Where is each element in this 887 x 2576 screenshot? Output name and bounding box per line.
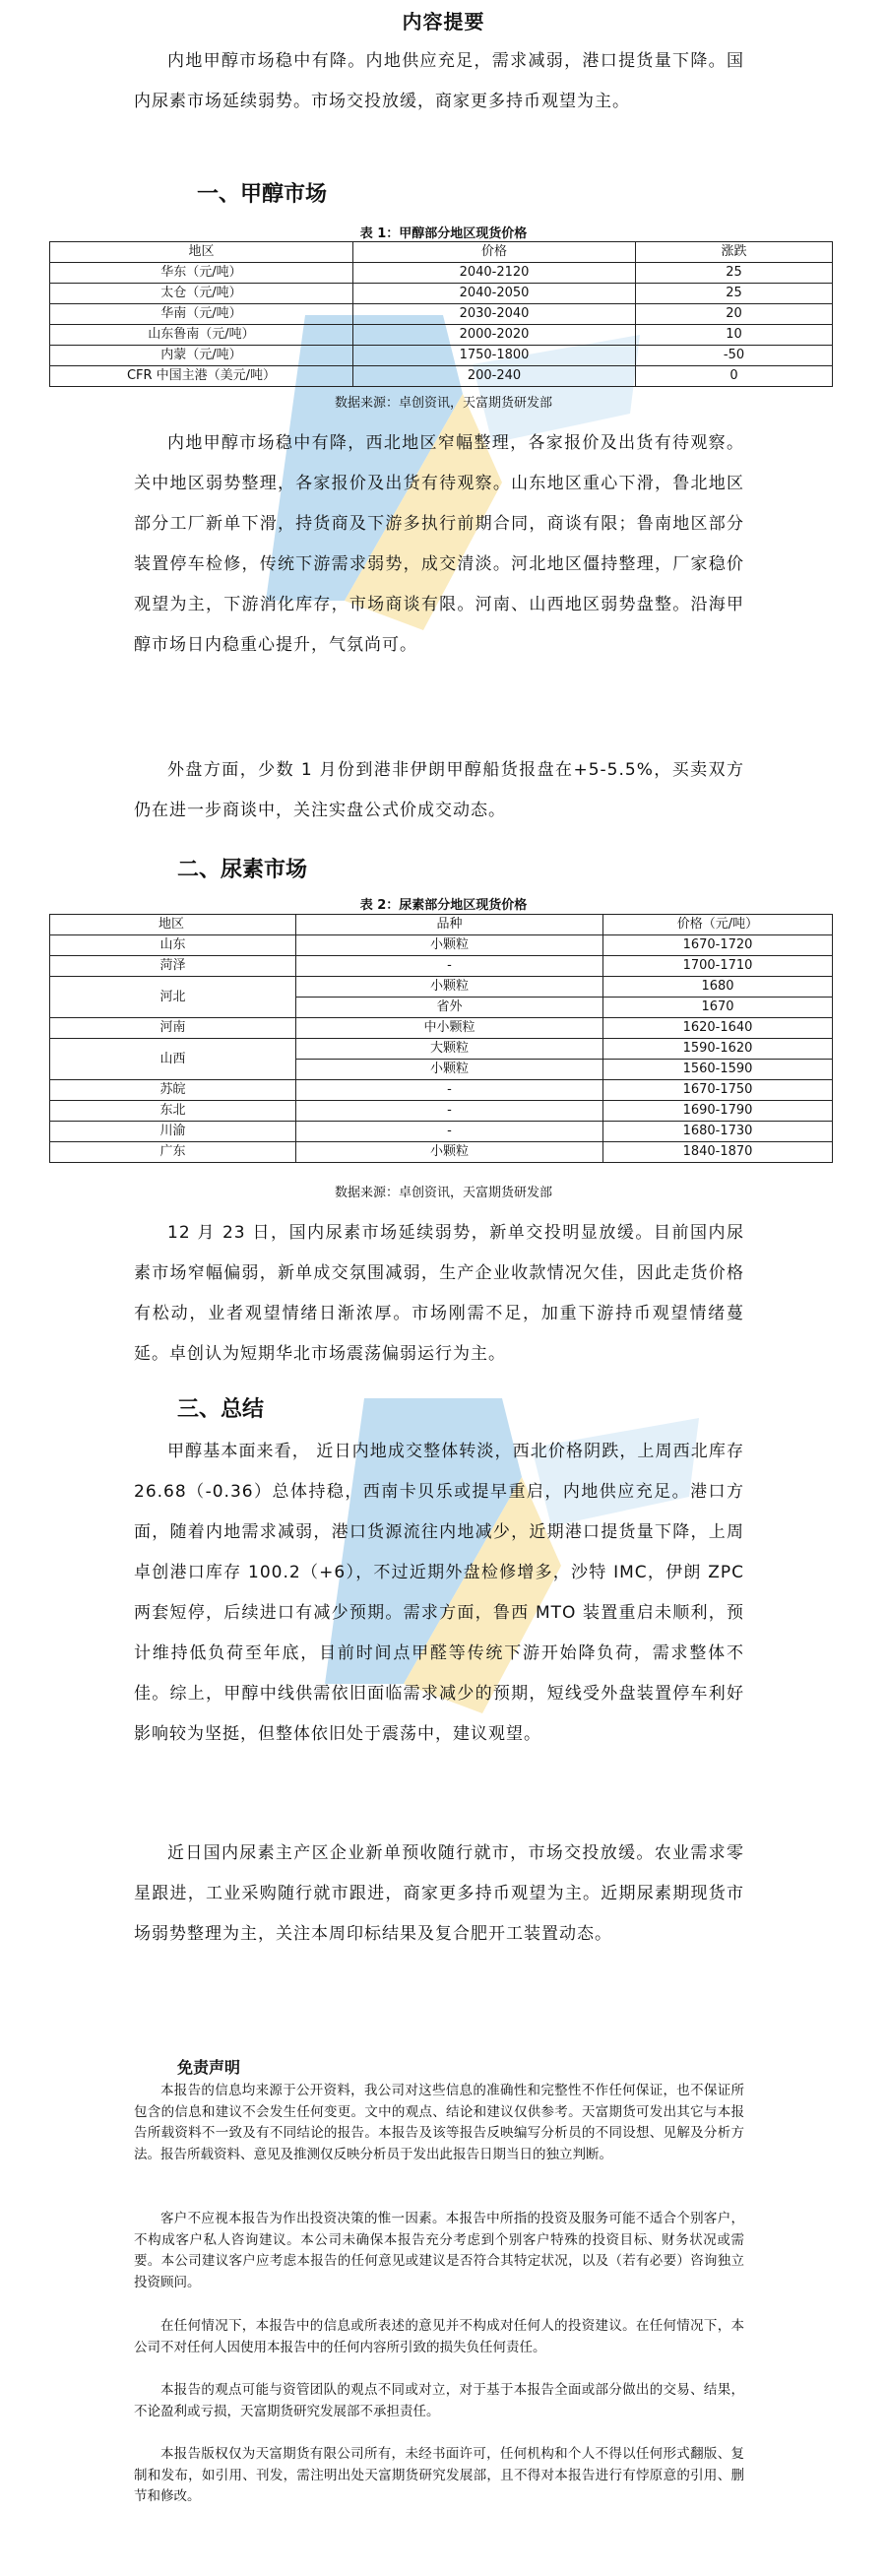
table-cell: 中小颗粒: [296, 1018, 603, 1039]
disclaimer-paragraph-1: 本报告的信息均来源于公开资料，我公司对这些信息的准确性和完整性不作任何保证，也不保证所包含的信息和建议不会发生任何变更。文中的观点、结论和建议仅供参考。天富期货可发出其它与本报告所载资料不一致及有不同结论的报告。本报告及该等报告反映编写分析员的不同设想、见解及分析方法。报告所载资料、意见及推测仅反映分析员于发出此报告日期当日的独立判断。: [134, 2083, 744, 2162]
table-header-row: [50, 242, 833, 263]
table-cell: 2040-2050: [353, 284, 636, 304]
table-cell: 华东（元/吨）: [50, 263, 353, 284]
table-row: [50, 346, 833, 366]
table-row: [50, 1142, 833, 1163]
table-header-cell: 地区: [50, 915, 296, 935]
disclaimer-paragraph-5: 本报告版权仅为天富期货有限公司所有，未经书面许可，任何机构和个人不得以任何形式翻版、复制和发布，如引用、刊发，需注明出处天富期货研究发展部，且不得对本报告进行有悖原意的引用、删节和修改。: [134, 2446, 744, 2504]
table-header-cell: 价格（元/吨）: [603, 915, 833, 935]
summary-paragraph-methanol: 甲醇基本面来看， 近日内地成交整体转淡，西北价格阴跌，上周西北库存 26.68（-0.36）总体持稳，西南卡贝乐或提早重启，内地供应充足。港口方面，随着内地需求减弱，港口货源流往内地减少，近期港口提货量下降，上周卓创港口库存 100.2（+6），不过近期外盘检修增多，沙特 IMC，伊朗 ZPC 两套短停，后续进口有减少预期。需求方面，鲁西 MTO 装置重启未顺利，预计维持低负荷至年底，目前时间点甲醛等传统下游开始降负荷，需求整体不佳。综上，甲醇中线供需依旧面临需求减少的预期，短线受外盘装置停车利好影响较为坚挺，但整体依旧处于震荡中，建议观望。: [134, 1442, 744, 1744]
table-cell: 1620-1640: [603, 1018, 833, 1039]
table1-source: 数据来源：卓创资讯，天富期货研发部: [334, 396, 552, 411]
table-cell: 2000-2020: [353, 325, 636, 346]
table-row: [50, 1101, 833, 1122]
disclaimer-paragraph-2: 客户不应视本报告为作出投资决策的惟一因素。本报告中所指的投资及服务可能不适合个别客户，不构成客户私人咨询建议。本公司未确保本报告充分考虑到个别客户特殊的投资目标、财务状况或需要。本公司建议客户应考虑本报告的任何意见或建议是否符合其特定状况，以及（若有必要）咨询独立投资顾问。: [134, 2211, 744, 2290]
urea-price-table: [49, 914, 833, 1163]
table-cell: 1750-1800: [353, 346, 636, 366]
table-header-cell: 品种: [296, 915, 603, 935]
table-cell: 200-240: [353, 366, 636, 387]
table-cell: 东北: [50, 1101, 296, 1122]
table-cell: 小颗粒: [296, 977, 603, 998]
disclaimer-paragraph-4: 本报告的观点可能与资管团队的观点不同或对立，对于基于本报告全面或部分做出的交易、结果，不论盈利或亏损，天富期货研究发展部不承担责任。: [134, 2382, 744, 2419]
table-cell: -: [296, 1080, 603, 1101]
section-heading-summary: 三、总结: [177, 1397, 265, 1422]
table-cell: 太仓（元/吨）: [50, 284, 353, 304]
table-cell: -: [296, 956, 603, 977]
disclaimer-paragraph-3: 在任何情况下，本报告中的信息或所表述的意见并不构成对任何人的投资建议。在任何情况下，本公司不对任何人因使用本报告中的任何内容所引致的损失负任何责任。: [134, 2318, 744, 2355]
table-cell: 1680: [603, 977, 833, 998]
table2-caption: 表 2：尿素部分地区现货价格: [359, 898, 528, 913]
table-row: [50, 935, 833, 956]
table-cell: 川渝: [50, 1122, 296, 1142]
table-header-row: [50, 915, 833, 935]
section-heading-urea: 二、尿素市场: [177, 858, 308, 882]
methanol-paragraph-1: 内地甲醇市场稳中有降，西北地区窄幅整理，各家报价及出货有待观察。关中地区弱势整理，各家报价及出货有待观察。山东地区重心下滑，鲁北地区部分工厂新单下滑，持货商及下游多执行前期合同，商谈有限；鲁南地区部分装置停车检修，传统下游需求弱势，成交清淡。河北地区僵持整理，厂家稳价观望为主，下游消化库存，市场商谈有限。河南、山西地区弱势盘整。沿海甲醇市场日内稳重心提升，气氛尚可。: [134, 433, 744, 655]
table-cell: 25: [636, 284, 833, 304]
methanol-paragraph-2: 外盘方面，少数 1 月份到港非伊朗甲醇船货报盘在+5-5.5%，买卖双方仍在进一步商谈中，关注实盘公式价成交动态。: [134, 760, 744, 820]
table-row: [50, 1122, 833, 1142]
table-cell: 苏皖: [50, 1080, 296, 1101]
table-cell: 山东: [50, 935, 296, 956]
table-cell: -: [296, 1122, 603, 1142]
table-cell: 山东鲁南（元/吨）: [50, 325, 353, 346]
table-cell: 1680-1730: [603, 1122, 833, 1142]
table-cell: 1700-1710: [603, 956, 833, 977]
table-cell: 小颗粒: [296, 1142, 603, 1163]
table-cell: -50: [636, 346, 833, 366]
table-cell: 小颗粒: [296, 935, 603, 956]
table-row: [50, 1039, 833, 1060]
table-row: [50, 284, 833, 304]
summary-paragraph-urea: 近日国内尿素主产区企业新单预收随行就市，市场交投放缓。农业需求零星跟进，工业采购随行就市跟进，商家更多持币观望为主。近期尿素期现货市场弱势整理为主，关注本周印标结果及复合肥开工装置动态。: [134, 1843, 744, 1944]
disclaimer-title: 免责声明: [177, 2058, 241, 2077]
table-cell: 内蒙（元/吨）: [50, 346, 353, 366]
table-cell: 2030-2040: [353, 304, 636, 325]
table-cell: 1560-1590: [603, 1060, 833, 1080]
table-header-cell: 价格: [353, 242, 636, 263]
table-cell: 河南: [50, 1018, 296, 1039]
table-row: [50, 977, 833, 998]
table-cell: 1670-1750: [603, 1080, 833, 1101]
table-header-cell: 涨跌: [636, 242, 833, 263]
urea-paragraph-1: 12 月 23 日，国内尿素市场延续弱势，新单交投明显放缓。目前国内尿素市场窄幅偏弱，新单成交氛围减弱，生产企业收款情况欠佳，因此走货价格有松动，业者观望情绪日渐浓厚。市场刚需不足，加重下游持币观望情绪蔓延。卓创认为短期华北市场震荡偏弱运行为主。: [134, 1223, 744, 1364]
methanol-price-table: [49, 241, 833, 387]
table-row: [50, 366, 833, 387]
table-cell: 1590-1620: [603, 1039, 833, 1060]
table-cell: -: [296, 1101, 603, 1122]
table-cell: 1670: [603, 998, 833, 1018]
table-cell: 大颗粒: [296, 1039, 603, 1060]
table-cell: 河北: [50, 977, 296, 1018]
table-cell: 华南（元/吨）: [50, 304, 353, 325]
table-row: [50, 1018, 833, 1039]
table-cell: CFR 中国主港（美元/吨）: [50, 366, 353, 387]
section-heading-methanol: 一、甲醇市场: [197, 182, 328, 207]
table-cell: 山西: [50, 1039, 296, 1080]
table1-caption: 表 1：甲醇部分地区现货价格: [359, 226, 528, 241]
table-cell: 省外: [296, 998, 603, 1018]
table-cell: 1690-1790: [603, 1101, 833, 1122]
table-header-cell: 地区: [50, 242, 353, 263]
summary-paragraph: 内地甲醇市场稳中有降。内地供应充足，需求减弱，港口提货量下降。国内尿素市场延续弱势。市场交投放缓，商家更多持币观望为主。: [134, 51, 744, 111]
table-row: [50, 263, 833, 284]
table-cell: 菏泽: [50, 956, 296, 977]
table-cell: 10: [636, 325, 833, 346]
table-row: [50, 956, 833, 977]
table2-source: 数据来源：卓创资讯，天富期货研发部: [334, 1186, 552, 1200]
table-cell: 2040-2120: [353, 263, 636, 284]
table-cell: 1670-1720: [603, 935, 833, 956]
table-cell: 小颗粒: [296, 1060, 603, 1080]
table-cell: 广东: [50, 1142, 296, 1163]
table-cell: 20: [636, 304, 833, 325]
table-cell: 0: [636, 366, 833, 387]
table-row: [50, 1080, 833, 1101]
table-cell: 25: [636, 263, 833, 284]
table-row: [50, 304, 833, 325]
table-cell: 1840-1870: [603, 1142, 833, 1163]
page-title: 内容提要: [402, 10, 485, 33]
table-row: [50, 325, 833, 346]
